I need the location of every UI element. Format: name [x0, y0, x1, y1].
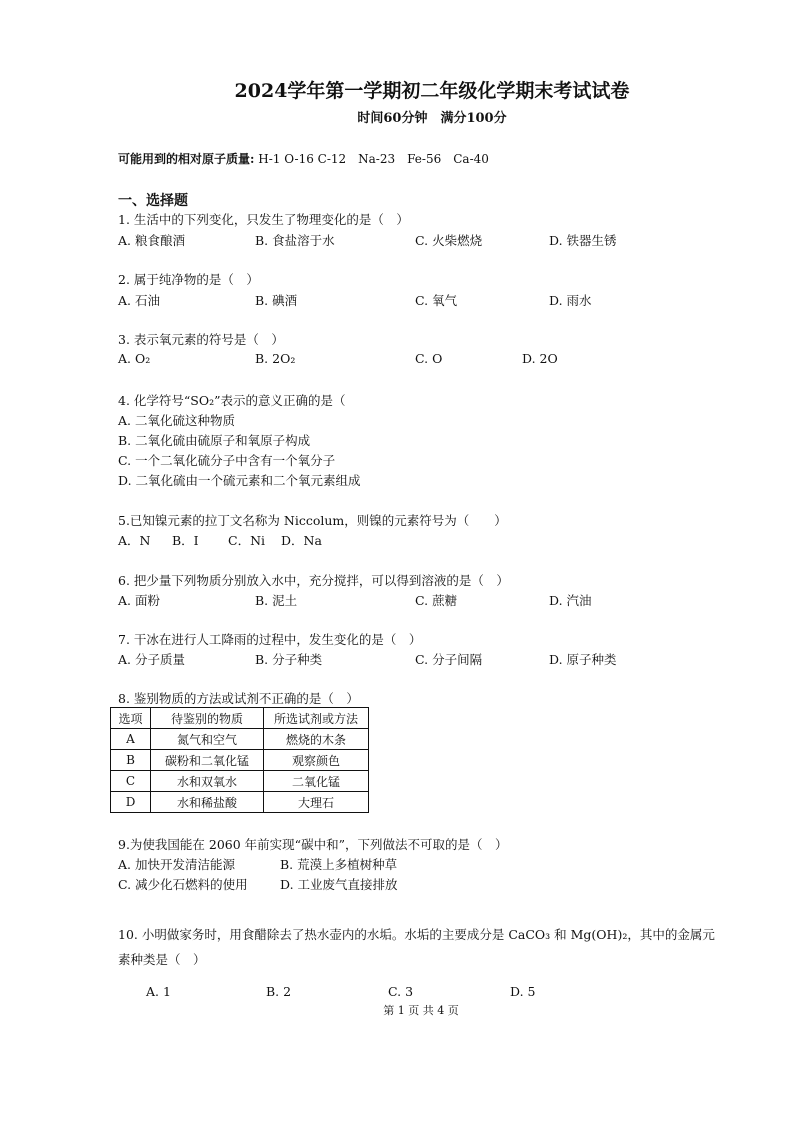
question-4-option-b: B. 二氧化硫由硫原子和氧原子构成 — [118, 433, 311, 448]
table-cell: B — [111, 750, 151, 771]
table-cell: 二氧化锰 — [264, 771, 369, 792]
table-cell: 燃烧的木条 — [264, 729, 369, 750]
question-7-option-a: A. 分子质量 — [118, 652, 185, 667]
exam-title: 2024学年第一学期初二年级化学期末考试试卷 — [234, 80, 630, 102]
question-2-stem: 2. 属于纯净物的是（ ） — [118, 272, 259, 287]
question-5-stem: 5.已知镍元素的拉丁文名称为 Niccolum，则镍的元素符号为（ ） — [118, 513, 507, 528]
table-header: 选项 — [111, 708, 151, 729]
question-7-option-b: B. 分子种类 — [255, 652, 323, 667]
question-9-option-c: C. 减少化石燃料的使用 — [118, 877, 248, 892]
question-1-option-d: D. 铁器生锈 — [549, 233, 617, 248]
question-5-option-c: C．Ni — [228, 533, 265, 548]
table-row — [111, 792, 369, 813]
question-1-stem: 1. 生活中的下列变化，只发生了物理变化的是（ ） — [118, 212, 409, 227]
table-cell: 水和稀盐酸 — [151, 792, 264, 813]
page-footer: 第 1 页 共 4 页 — [383, 1004, 459, 1017]
question-7-option-c: C. 分子间隔 — [415, 652, 483, 667]
question-9-option-d: D. 工业废气直接排放 — [280, 877, 398, 892]
question-5-option-a: A．N — [118, 533, 151, 548]
table-cell: D — [111, 792, 151, 813]
question-10-option-c: C. 3 — [388, 984, 414, 999]
question-9-option-a: A. 加快开发清洁能源 — [118, 857, 235, 872]
question-2-option-d: D. 雨水 — [549, 293, 592, 308]
atomic-mass-label: 可能用到的相对原子质量: — [118, 152, 255, 166]
table-cell: A — [111, 729, 151, 750]
question-1-option-a: A. 粮食酿酒 — [118, 233, 185, 248]
question-4-option-c: C. 一个二氧化硫分子中含有一个氧分子 — [118, 453, 336, 468]
table-cell: C — [111, 771, 151, 792]
question-10-stem-line2: 素种类是（ ） — [118, 952, 206, 967]
question-8-stem: 8. 鉴别物质的方法或试剂不正确的是（ ） — [118, 691, 359, 706]
question-6-option-c: C. 蔗糖 — [415, 593, 458, 608]
table-header-row — [111, 708, 369, 729]
atomic-mass-line — [118, 150, 489, 167]
question-10-stem-line1: 10. 小明做家务时，用食醋除去了热水壶内的水垢。水垢的主要成分是 CaCO₃ 和 Mg(OH)₂，其中的金属元 — [118, 927, 715, 942]
table-row — [111, 729, 369, 750]
question-1-option-c: C. 火柴燃烧 — [415, 233, 483, 248]
question-5-option-d: D．Na — [281, 533, 322, 548]
question-2-option-a: A. 石油 — [118, 293, 160, 308]
question-2-option-c: C. 氧气 — [415, 293, 458, 308]
question-7-option-d: D. 原子种类 — [549, 652, 617, 667]
table-header: 待鉴别的物质 — [151, 708, 264, 729]
exam-subtitle: 时间60分钟 满分100分 — [357, 111, 507, 126]
question-10-option-d: D. 5 — [510, 984, 536, 999]
question-6-option-a: A. 面粉 — [118, 593, 160, 608]
question-4-stem: 4. 化学符号“SO₂”表示的意义正确的是（ — [118, 393, 346, 408]
question-4-option-a: A. 二氧化硫这种物质 — [118, 413, 235, 428]
table-cell: 观察颜色 — [264, 750, 369, 771]
question-9-option-b: B. 荒漠上多植树种草 — [280, 857, 398, 872]
table-cell: 氮气和空气 — [151, 729, 264, 750]
question-2-option-b: B. 碘酒 — [255, 293, 298, 308]
table-cell: 大理石 — [264, 792, 369, 813]
question-10-option-b: B. 2 — [266, 984, 292, 999]
question-6-option-d: D. 汽油 — [549, 593, 592, 608]
question-1-option-b: B. 食盐溶于水 — [255, 233, 335, 248]
question-3-option-a: A. O₂ — [118, 351, 151, 366]
question-3-option-b: B. 2O₂ — [255, 351, 296, 366]
question-6-option-b: B. 泥土 — [255, 593, 298, 608]
question-6-stem: 6. 把少量下列物质分别放入水中，充分搅拌，可以得到溶液的是（ ） — [118, 573, 509, 588]
question-9-stem: 9.为使我国能在 2060 年前实现“碳中和”，下列做法不可取的是（ ） — [118, 837, 508, 852]
table-cell: 碳粉和二氧化锰 — [151, 750, 264, 771]
identification-table — [110, 707, 369, 813]
question-7-stem: 7. 干冰在进行人工降雨的过程中，发生变化的是（ ） — [118, 632, 422, 647]
atomic-mass-values: H-1 O-16 C-12 Na-23 Fe-56 Ca-40 — [258, 152, 489, 166]
question-3-stem: 3. 表示氧元素的符号是（ ） — [118, 332, 284, 347]
table-row — [111, 771, 369, 792]
table-row — [111, 750, 369, 771]
section-title: 一、选择题 — [118, 193, 188, 209]
question-10-option-a: A. 1 — [146, 984, 171, 999]
table-cell: 水和双氧水 — [151, 771, 264, 792]
question-3-option-c: C. O — [415, 351, 443, 366]
question-3-option-d: D. 2O — [522, 351, 558, 366]
question-5-option-b: B．I — [172, 533, 199, 548]
question-4-option-d: D. 二氧化硫由一个硫元素和二个氧元素组成 — [118, 473, 361, 488]
table-header: 所选试剂或方法 — [264, 708, 369, 729]
